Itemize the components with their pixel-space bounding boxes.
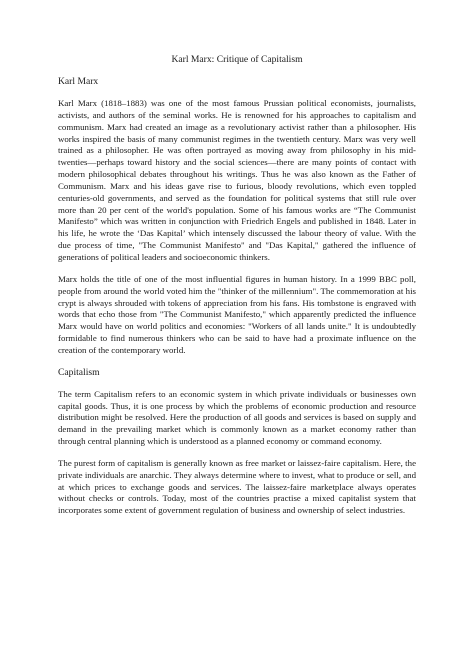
section-capitalism bbox=[58, 367, 416, 517]
section-heading: Capitalism bbox=[58, 366, 100, 378]
paragraph: The term Capitalism refers to an economic system in which private individuals or businesses own capital goods. Thus, it is one process by which the problems of economic production and resource distribution might be resolved. Here the production of all goods and services is based on supply and demand in the prevailing market which is commonly known as a market economy rather than through central planning which is understood as a planned economy or command economy. bbox=[58, 388, 416, 447]
section-karl-marx bbox=[58, 76, 416, 357]
paragraph: The purest form of capitalism is generally known as free market or laissez-faire capitalism. Here, the private individuals are anarchic. They always determine where to invest, what to produce or sell, and at which prices to exchange goods and services. The laissez-faire marketplace always operates without checks or controls. Today, most of the countries practise a mixed capitalist system that incorporates some extent of government regulation of business and ownership of select industries. bbox=[58, 457, 416, 516]
paragraph: Marx holds the title of one of the most influential figures in human history. In a 1999 BBC poll, people from around the world voted him the "thinker of the millennium". The commemoration at his crypt is always shrouded with tokens of appreciation from his fans. His tombstone is engraved with words that echo those from "The Communist Manifesto," which apparently predicted the influence Marx would have on world politics and economies: "Workers of all lands unite." It is undoubtedly formidable to find numerous thinkers who can be said to have had a proximate influence on the creation of the contemporary world. bbox=[58, 273, 416, 355]
section-heading: Karl Marx bbox=[58, 76, 99, 87]
document-title: Karl Marx: Critique of Capitalism bbox=[171, 54, 303, 65]
paragraph: Karl Marx (1818–1883) was one of the most famous Prussian political economists, journalists, activists, and authors of the seminal works. He is renowned for his approaches to capitalism and communism. Marx had created an image as a revolutionary activist rather than a philosopher. His works inspired the basis of many communist regimes in the twentieth century. Marx was very well trained as a philosopher. He was often portrayed as moving away from philosophy in his mid-twenties—perhaps toward history and the social sciences—there are many points of contact with modern philosophical debates throughout his writings. Thus he was also known as the Father of Communism. Marx and his ideas gave rise to furious, bloody revolutions, which even toppled centuries-old governments, and served as the foundation for political systems that still rule over more than 20 per cent of the world's population. Some of his famous works are “The Communist Manifesto” which was written in conjunction with Friedrich Engels and published in 1848. Later in his life, he wrote the ‘Das Kapital’ which intensely discussed the labour theory of value. With the due process of time, "The Communist Manifesto" and "Das Kapital," gathered the influence of generations of political leaders and socioeconomic thinkers. bbox=[58, 98, 416, 262]
